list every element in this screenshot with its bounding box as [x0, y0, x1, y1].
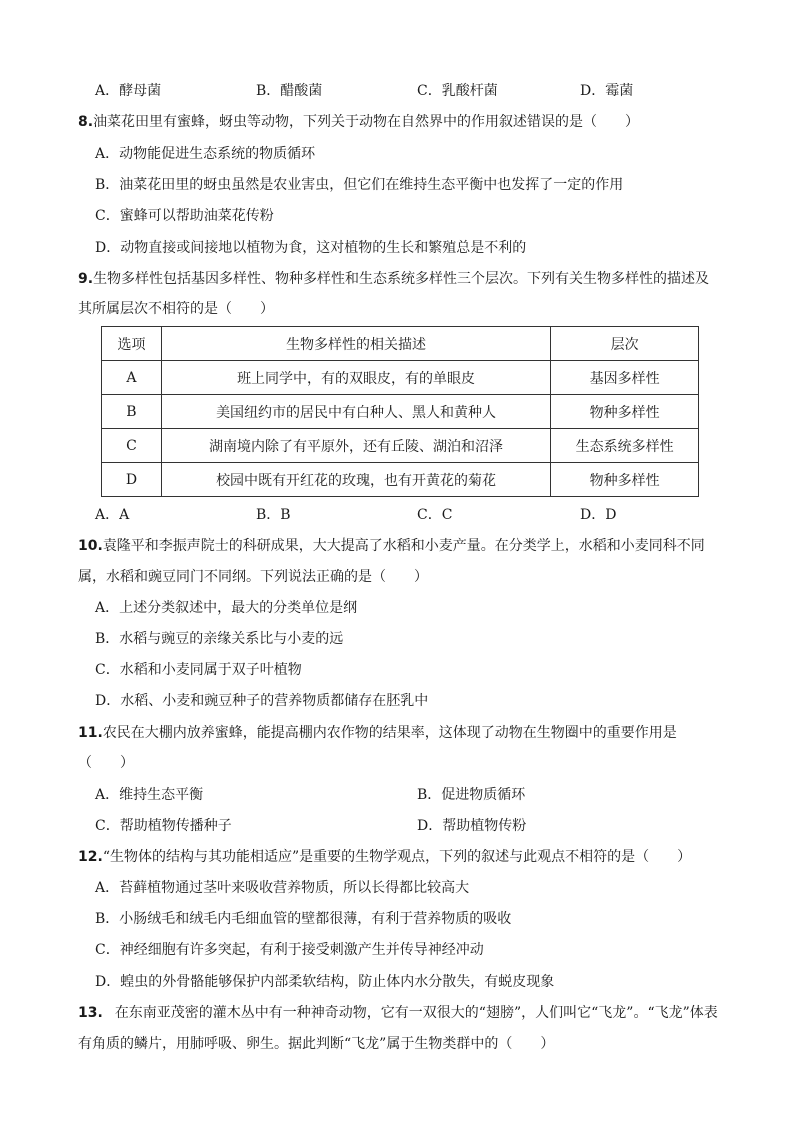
q8-option-d: D．动物直接或间接地以植物为食，这对植物的生长和繁殖总是不利的 [95, 240, 527, 256]
q11-option-d: D．帮助植物传粉 [417, 818, 527, 834]
q7-option-a: A．酵母菌 [95, 83, 162, 99]
question-number: 12. [78, 849, 103, 865]
question-11-line2: （ ） [78, 755, 134, 771]
table-cell: 物种多样性 [551, 463, 699, 497]
q11-option-b: B．促进物质循环 [417, 787, 526, 803]
q10-option-b: B．水稻与豌豆的亲缘关系比与小麦的远 [95, 631, 344, 647]
question-9-line2: 其所属层次不相符的是（ ） [78, 301, 274, 317]
table-header: 层次 [551, 327, 699, 361]
question-number: 8. [78, 114, 94, 130]
question-stem-line1: 在东南亚茂密的灌木丛中有一种神奇动物，它有一双很大的“翅膀”，人们叫它“飞龙”。“飞龙”体表 [114, 1005, 718, 1021]
question-stem-line1: 生物多样性包括基因多样性、物种多样性和生态系统多样性三个层次。下列有关生物多样性的描述及 [93, 271, 710, 287]
q9-option-a: A．A [95, 507, 130, 523]
table-row [102, 361, 699, 395]
q11-option-a: A．维持生态平衡 [95, 787, 204, 803]
question-number: 9. [78, 271, 94, 287]
q7-option-b: B．醋酸菌 [256, 83, 323, 99]
question-10-line2: 属，水稻和豌豆同门不同纲。下列说法正确的是（ ） [78, 569, 428, 585]
table-cell: 基因多样性 [551, 361, 699, 395]
question-number: 11. [78, 725, 103, 741]
q9-option-c: C．C [417, 507, 453, 523]
q11-option-c: C．帮助植物传播种子 [95, 818, 232, 834]
question-11 [78, 723, 677, 743]
q10-option-c: C．水稻和小麦同属于双子叶植物 [95, 662, 302, 678]
table-cell: 美国纽约市的居民中有白种人、黑人和黄种人 [161, 395, 550, 429]
question-number: 10. [78, 538, 103, 554]
q12-option-a: A．苔藓植物通过茎叶来吸收营养物质，所以长得都比较高大 [95, 880, 470, 896]
question-stem-line1: 袁隆平和李振声院士的科研成果，大大提高了水稻和小麦产量。在分类学上，水稻和小麦同科不同 [102, 538, 705, 554]
q7-option-c: C．乳酸杆菌 [417, 83, 498, 99]
table-header-row [102, 327, 699, 361]
q8-option-c: C．蜜蜂可以帮助油菜花传粉 [95, 208, 274, 224]
question-13-line2: 有角质的鳞片，用肺呼吸、卵生。据此判断“飞龙”属于生物类群中的（ ） [78, 1036, 555, 1052]
table-cell: B [102, 395, 162, 429]
question-number: 13. [78, 1005, 103, 1021]
question-10 [78, 536, 705, 556]
table-header: 生物多样性的相关描述 [161, 327, 550, 361]
table-cell: 物种多样性 [551, 395, 699, 429]
table-cell: C [102, 429, 162, 463]
table-cell: 生态系统多样性 [551, 429, 699, 463]
q10-option-d: D．水稻、小麦和豌豆种子的营养物质都储存在胚乳中 [95, 693, 429, 709]
question-stem: “生物体的结构与其功能相适应”是重要的生物学观点，下列的叙述与此观点不相符的是（ ） [102, 849, 692, 865]
q12-option-d: D．蝗虫的外骨骼能够保护内部柔软结构，防止体内水分散失，有蜕皮现象 [95, 974, 555, 990]
question-9 [78, 269, 709, 289]
table-cell: 湖南境内除了有平原外，还有丘陵、湖泊和沼泽 [161, 429, 550, 463]
q12-option-c: C．神经细胞有许多突起，有利于接受刺激产生并传导神经冲动 [95, 942, 484, 958]
q10-option-a: A．上述分类叙述中，最大的分类单位是纲 [95, 600, 358, 616]
question-12 [78, 847, 691, 867]
table-cell: A [102, 361, 162, 395]
table-row [102, 395, 699, 429]
q7-option-d: D．霉菌 [580, 83, 634, 99]
table-cell: D [102, 463, 162, 497]
question-8 [78, 112, 639, 132]
table-cell: 校园中既有开红花的玫瑰，也有开黄花的菊花 [161, 463, 550, 497]
q8-option-a: A．动物能促进生态系统的物质循环 [95, 146, 316, 162]
question-stem-line1: 农民在大棚内放养蜜蜂，能提高棚内农作物的结果率，这体现了动物在生物圈中的重要作用是 [102, 725, 677, 741]
table-row [102, 463, 699, 497]
q9-option-b: B．B [256, 507, 291, 523]
table-header: 选项 [102, 327, 162, 361]
q12-option-b: B．小肠绒毛和绒毛内毛细血管的壁都很薄，有利于营养物质的吸收 [95, 911, 512, 927]
table-cell: 班上同学中，有的双眼皮，有的单眼皮 [161, 361, 550, 395]
question-stem: 油菜花田里有蜜蜂，蚜虫等动物，下列关于动物在自然界中的作用叙述错误的是（ ） [93, 114, 640, 130]
biodiversity-table [101, 326, 699, 497]
question-13 [78, 1003, 718, 1023]
q9-option-d: D．D [580, 507, 617, 523]
q8-option-b: B．油菜花田里的蚜虫虽然是农业害虫，但它们在维持生态平衡中也发挥了一定的作用 [95, 177, 624, 193]
table-row [102, 429, 699, 463]
